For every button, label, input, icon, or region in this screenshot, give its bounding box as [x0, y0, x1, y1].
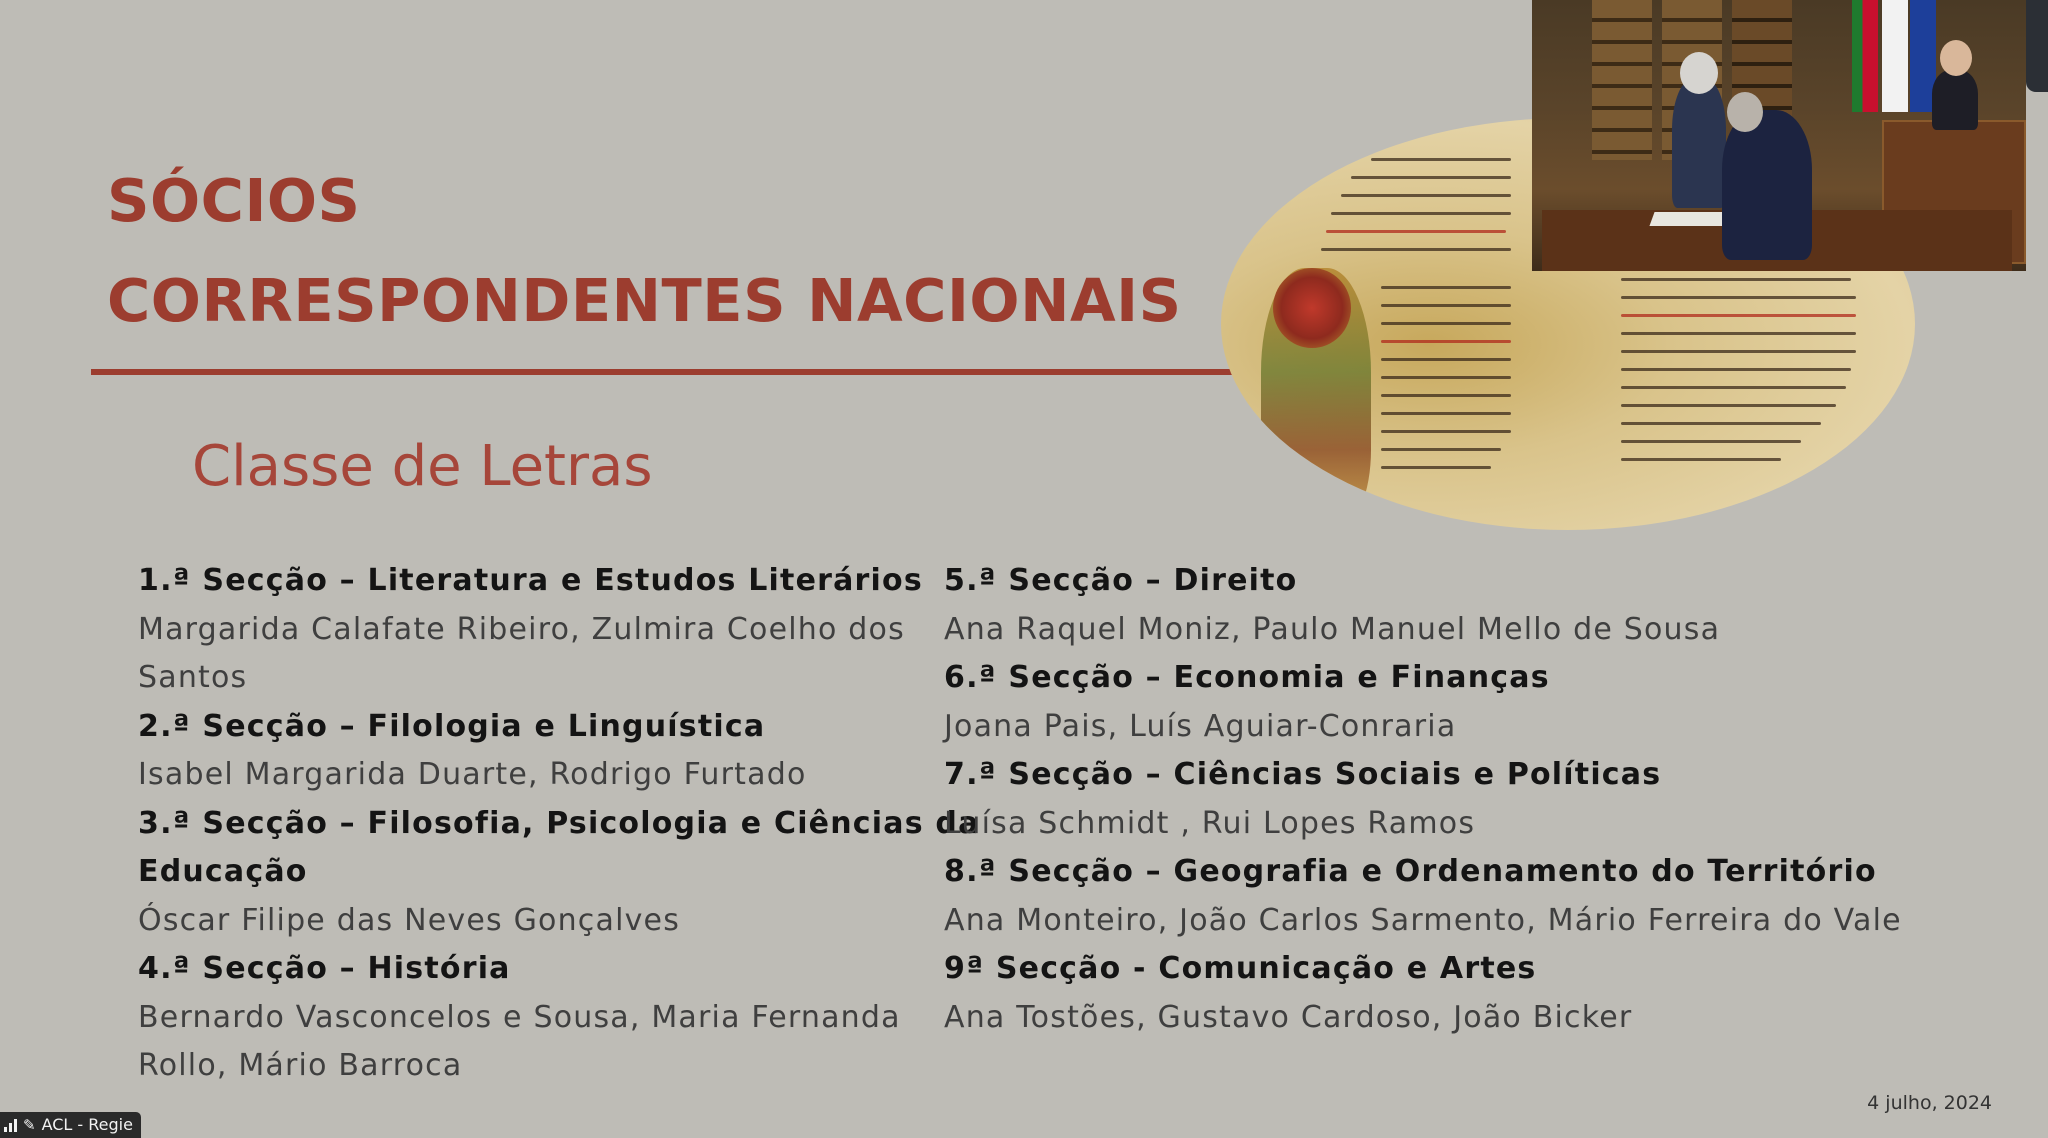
title-divider: [91, 369, 1266, 375]
section-members: Joana Pais, Luís Aguiar-Conraria: [944, 708, 1457, 744]
section-heading: 2.ª Secção – Filologia e Linguística: [138, 708, 766, 744]
section-heading: 5.ª Secção – Direito: [944, 563, 1298, 598]
section-members: Bernardo Vasconcelos e Sousa, Maria Fernanda: [138, 999, 901, 1035]
section-heading: Educação: [138, 854, 308, 889]
slide-title-line-2: CORRESPONDENTES NACIONAIS: [107, 266, 1182, 335]
section-heading: 1.ª Secção – Literatura e Estudos Literários: [138, 563, 923, 598]
sections-right-column: [944, 557, 1944, 1042]
section-heading: 9ª Secção - Comunicação e Artes: [944, 951, 1537, 986]
section-members: Santos: [138, 660, 248, 695]
participant-name-tag: [0, 1112, 141, 1138]
section-members: Margarida Calafate Ribeiro, Zulmira Coelho dos: [138, 611, 905, 647]
section-heading: 4.ª Secção – História: [138, 951, 511, 986]
slide-title-line-1: SÓCIOS: [107, 166, 361, 235]
section-members: Óscar Filipe das Neves Gonçalves: [138, 902, 681, 938]
slide-date: 4 julho, 2024: [1867, 1092, 1992, 1114]
sections-left-column: [138, 557, 980, 1091]
signal-bars-icon: [4, 1118, 17, 1132]
section-members: Isabel Margarida Duarte, Rodrigo Furtado: [138, 757, 807, 792]
section-members: Luísa Schmidt , Rui Lopes Ramos: [944, 805, 1476, 841]
pin-icon: ✎: [23, 1116, 36, 1134]
section-heading: 6.ª Secção – Economia e Finanças: [944, 660, 1550, 695]
slide-subtitle: Classe de Letras: [192, 434, 653, 499]
illuminated-capital: [1273, 268, 1351, 348]
video-feed-inset[interactable]: [1532, 0, 2026, 271]
participant-name: ACL - Regie: [41, 1115, 133, 1134]
camera-control-edge: [2026, 0, 2048, 92]
section-heading: 3.ª Secção – Filosofia, Psicologia e Ciências da: [138, 805, 980, 841]
section-members: Rollo, Mário Barroca: [138, 1048, 463, 1083]
section-members: Ana Monteiro, João Carlos Sarmento, Mário Ferreira do Vale: [944, 902, 1902, 938]
section-heading: 7.ª Secção – Ciências Sociais e Políticas: [944, 757, 1662, 792]
section-members: Ana Tostões, Gustavo Cardoso, João Bicker: [944, 999, 1633, 1035]
section-members: Ana Raquel Moniz, Paulo Manuel Mello de Sousa: [944, 611, 1721, 647]
section-heading: 8.ª Secção – Geografia e Ordenamento do Território: [944, 854, 1877, 889]
